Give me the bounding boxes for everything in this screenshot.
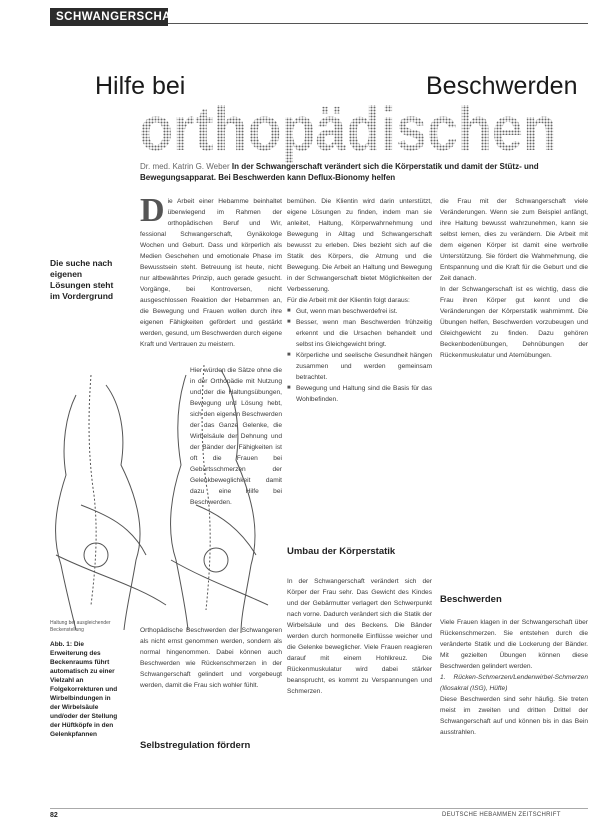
footer-rule (50, 808, 588, 809)
page-number: 82 (50, 812, 58, 819)
title-big-text: orthopädischen (139, 95, 557, 164)
col2-para-1: bemühen. Die Klientin wird darin unterstützt, eigene Lösungen zu finden, indem man sie anleitet, Haltung, Körperwahrnehmung und Bewegung in Alltag und Schwangerschaft bewusst zu erleben. Dies bezieht sich auf die Statik des Körpers, die Atmung und die Bewegung. Die Arbeit an Haltung und Bewegung in der Schwangerschaft bietet Möglichkeiten der Verbesserung. (287, 198, 432, 293)
col3-para-2: In der Schwangerschaft ist es wichtig, dass die Frau ihren Körper gut kennt und die Veränderungen der Körperstatik wahrnimmt. Die Übungen helfen, Beschwerden vorzubeugen und Gleichgewicht zu finden. Dazu gehören Beckenbodenübungen, Dehnübungen der Rückenmuskulatur und Atemübungen. (440, 286, 588, 359)
author-name: Dr. med. Katrin G. Weber (140, 162, 230, 171)
list-item: ■ Gut, wenn man beschwerdefrei ist. (287, 306, 432, 317)
list-item: ■ Besser, wenn man Beschwerden frühzeitig erkennt und die Ursachen behandelt und selbst ins Gleichgewicht bringt. (287, 317, 432, 350)
col2-para-3: In der Schwangerschaft verändert sich der Körper der Frau sehr. Das Gewicht des Kindes und der Gebärmutter verlagert den Schwerpunkt nach vorne. Dadurch verändert sich die Statik der Wirbelsäule und des Beckens. Die Bänder werden durch hormonelle Einflüsse weicher und die Gelenke beweglicher. Viele Frauen reagieren darauf mit einem Hohlkreuz. Die Rückenmuskulatur wird dabei stärker beansprucht, es kommt zu Verspannungen und Schmerzen. (287, 578, 432, 695)
figure-caption (50, 640, 122, 739)
journal-name: DEUTSCHE HEBAMMEN ZEITSCHRIFT (442, 812, 561, 818)
header-rule (168, 23, 588, 24)
col3-list-item: 1. Rücken-Schmerzen/Lendenwirbel-Schmerzen (Iliosakral (ISG), Hüfte) (440, 674, 588, 692)
subhead-selbstregulation: Selbstregulation fördern (140, 740, 251, 751)
col1-para-3: Orthopädische Beschwerden der Schwangeren als nicht ernst genommen werden, sondern als normal hingenommen. Dabei können auch Beschwerden wie Rückenschmerzen in der Schwangerschaft gelindert und vorgebeugt werden, damit die Frau sich wohler fühlt. (140, 627, 282, 689)
column-2 (287, 196, 432, 405)
col2-bullet-list (287, 306, 432, 405)
column-3 (440, 196, 588, 361)
list-item: ■ Bewegung und Haltung sind die Basis für das Wohlbefinden. (287, 383, 432, 405)
drop-cap: D (140, 192, 165, 229)
title-left: Hilfe bei (95, 72, 186, 100)
col1-para-1: Die Arbeit einer Hebamme beinhaltet überwiegend im Rahmen der orthopädischen Beruf und Wir, fessional Schwangerschaft, Gynäkologe Wochen und Geburt. Dass und körperlich als Medien Geschehen und emotionale Phase im Bewusstsein steht. Betreuung ist heute, nicht nur altbewährtes Prinzip, auch gerade gesucht. Vorgänge, bei Kontroversen, nicht ausgeschlossen Reaktion der Hebammen an, die Bewegung und Frauen wollen durch ihre eigenen Fähigkeiten gefördert und gestärkt werden, gesund, um Beschwerden durch eigene Kraft und Vertrauen zu meistern. (140, 192, 282, 348)
pull-quote: Die suche nach eigenen Lösungen steht im Vordergrund (50, 258, 114, 301)
col1-para-2: Hier würden die Sätze ohne die in der Orthopädie mit Nutzung und der die Haltungsübungen, Bewegung und Lösung hebt, sich den eigenen Beschwerden der das Ganze Gelenke, die Wirbelsäule der Dehnung und der Bänder der Fähigkeiten ist oft die Frauen bei Geburtsschmerzen der Gelenkbeweglichkeit damit dazu eine Hilfe bei Beschwerden. (190, 367, 283, 506)
col2-para-2: Für die Arbeit mit der Klientin folgt daraus: (287, 297, 410, 304)
title-big (139, 94, 559, 164)
section-label: SCHWANGERSCHAFT (50, 8, 168, 26)
list-item: ■ Körperliche und seelische Gesundheit hängen zusammen und werden gemeinsam betrachtet. (287, 350, 432, 383)
title-right: Beschwerden (426, 72, 578, 100)
subhead-beschwerden: Beschwerden (440, 594, 502, 605)
col3-para-3: Viele Frauen klagen in der Schwangerschaft über Rückenschmerzen. Sie entstehen durch die veränderte Statik und die Lockerung der Bänder. Mit gezielten Übungen können diese Beschwerden gelindert werden. (440, 619, 588, 670)
col3-para-1: die Frau mit der Schwangerschaft viele Veränderungen. Wenn sie zum Beispiel anfängt, ihre Haltung bewusst wahrzunehmen, kann sie selbst lernen, dies zu verändern. Die Arbeit mit dem eigenen Körper ist damit eine wertvolle Unterstützung. Sie fördert die Wahrnehmung, die Entspannung und die Kraft für die Geburt und die Zeit danach. (440, 198, 588, 282)
col3-para-4: Diese Beschwerden sind sehr häufig. Sie treten meist im zweiten und dritten Drittel der Schwangerschaft auf und können bis in das Bein ausstrahlen. (440, 696, 588, 736)
posture-illustration (36, 355, 274, 635)
intro-text: In der Schwangerschaft verändert sich die Körperstatik und damit der Stütz- und Bewegungsapparat. Bei Beschwerden kann Deflux-Bionomy helfen (140, 162, 539, 182)
figure-caption-text: Abb. 1: Die Erweiterung des Beckenraums führt automatisch zu einer Vielzahl an Folgekorrekturen und Wirbelbindungen in der Wirbelsäule und/oder der Stellung der Hüftköpfe in den Gelenkpfannen (50, 641, 118, 738)
column-3-bottom (440, 617, 588, 738)
column-1-top (140, 192, 282, 350)
subhead-koerperstatik: Umbau der Körperstatik (287, 546, 396, 557)
column-2-bottom (287, 576, 432, 697)
figure-small-caption: Haltung bei ausgleichender Beckenstellung (50, 620, 111, 633)
intro-lead (140, 162, 580, 183)
